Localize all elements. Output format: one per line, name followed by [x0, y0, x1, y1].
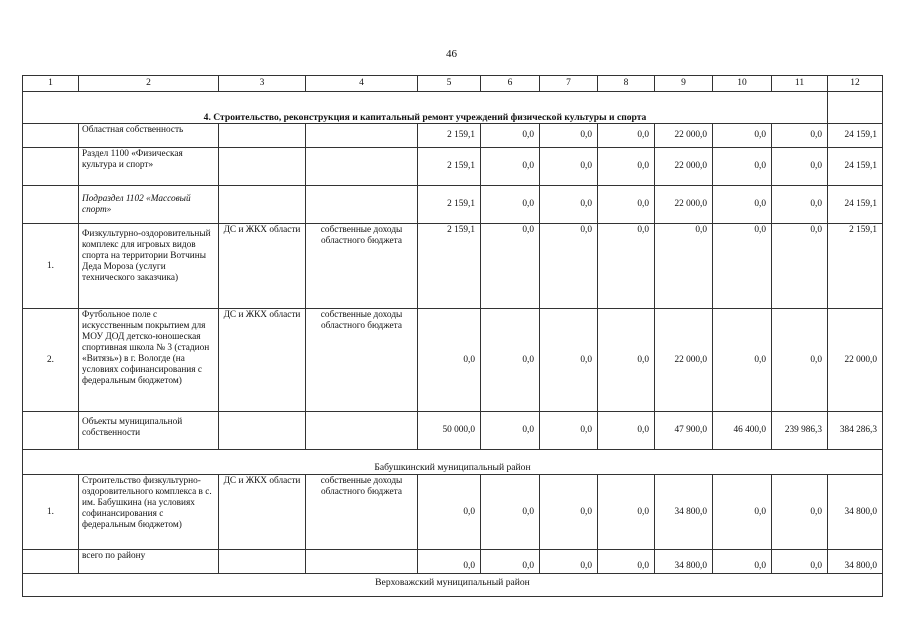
- value-cell: 46 400,0: [713, 412, 772, 450]
- table-row: [23, 224, 883, 309]
- table-cell: [219, 148, 306, 186]
- row-name: Областная собственность: [79, 124, 219, 148]
- value-cell: 0,0: [540, 309, 598, 412]
- funding-source-cell: собственные доходы областного бюджета: [306, 475, 418, 550]
- value-cell: 0,0: [540, 148, 598, 186]
- header-cell: 11: [772, 76, 828, 92]
- value-cell: 2 159,1: [828, 224, 883, 309]
- table-cell: [219, 412, 306, 450]
- header-cell: 6: [481, 76, 540, 92]
- table-cell: [23, 124, 79, 148]
- value-cell: 0,0: [481, 412, 540, 450]
- header-cell: 10: [713, 76, 772, 92]
- responsible-cell: ДС и ЖКХ области: [219, 224, 306, 309]
- table-cell: [306, 550, 418, 574]
- value-cell: 0,0: [598, 186, 655, 224]
- value-cell: 0,0: [540, 186, 598, 224]
- value-cell: 0,0: [481, 124, 540, 148]
- row-name: всего по району: [79, 550, 219, 574]
- value-cell: 0,0: [713, 186, 772, 224]
- table-cell: [306, 186, 418, 224]
- table-row: [23, 412, 883, 450]
- value-cell: 0,0: [598, 124, 655, 148]
- value-cell: 0,0: [598, 309, 655, 412]
- value-cell: 0,0: [713, 224, 772, 309]
- value-cell: 22 000,0: [655, 186, 713, 224]
- value-cell: 34 800,0: [828, 475, 883, 550]
- row-name: Строительство физкультурно-оздоровительного комплекса в с. им. Бабушкина (на условиях софинансирования с федеральным бюджетом): [79, 475, 219, 550]
- section-title-row: [23, 92, 883, 124]
- value-cell: 0,0: [598, 412, 655, 450]
- header-cell: 12: [828, 76, 883, 92]
- row-name: Объекты муниципальной собственности: [79, 412, 219, 450]
- table-cell: [219, 550, 306, 574]
- table-cell: [23, 550, 79, 574]
- header-cell: 5: [418, 76, 481, 92]
- budget-table: [22, 75, 883, 597]
- responsible-cell: ДС и ЖКХ области: [219, 475, 306, 550]
- value-cell: 0,0: [713, 309, 772, 412]
- row-name: Раздел 1100 «Физическая культура и спорт»: [79, 148, 219, 186]
- value-cell: 50 000,0: [418, 412, 481, 450]
- value-cell: 22 000,0: [655, 124, 713, 148]
- value-cell: 0,0: [540, 550, 598, 574]
- value-cell: 0,0: [418, 550, 481, 574]
- funding-source-cell: собственные доходы областного бюджета: [306, 224, 418, 309]
- table-cell: [219, 124, 306, 148]
- value-cell: 0,0: [481, 309, 540, 412]
- table-row: [23, 550, 883, 574]
- value-cell: 2 159,1: [418, 148, 481, 186]
- value-cell: 0,0: [598, 475, 655, 550]
- page-number: 46: [446, 48, 457, 60]
- header-cell: 4: [306, 76, 418, 92]
- row-name: Футбольное поле с искусственным покрытием для МОУ ДОД детско-юношеская спортивная школа № 3 (стадион «Витязь») в г. Вологде (на условиях софинансирования с федеральным бюджетом): [79, 309, 219, 412]
- row-number: 1.: [23, 224, 79, 309]
- funding-source-cell: собственные доходы областного бюджета: [306, 309, 418, 412]
- value-cell: 0,0: [598, 550, 655, 574]
- table-cell: [23, 148, 79, 186]
- table-cell: [23, 186, 79, 224]
- value-cell: 24 159,1: [828, 148, 883, 186]
- value-cell: 0,0: [772, 224, 828, 309]
- value-cell: 0,0: [418, 309, 481, 412]
- table-row: [23, 148, 883, 186]
- value-cell: 34 800,0: [655, 475, 713, 550]
- value-cell: 0,0: [598, 224, 655, 309]
- table-cell: [306, 412, 418, 450]
- value-cell: 47 900,0: [655, 412, 713, 450]
- value-cell: 22 000,0: [655, 148, 713, 186]
- value-cell: 2 159,1: [418, 224, 481, 309]
- table-row: [23, 186, 883, 224]
- value-cell: 0,0: [481, 550, 540, 574]
- value-cell: 0,0: [481, 148, 540, 186]
- row-name: Физкультурно-оздоровительный комплекс для игровых видов спорта на территории Вотчины Деда Мороза (услуги технического заказчика): [79, 224, 219, 309]
- value-cell: 0,0: [598, 148, 655, 186]
- responsible-cell: ДС и ЖКХ области: [219, 309, 306, 412]
- value-cell: 384 286,3: [828, 412, 883, 450]
- value-cell: 239 986,3: [772, 412, 828, 450]
- value-cell: 0,0: [772, 475, 828, 550]
- table-cell: [219, 186, 306, 224]
- value-cell: 0,0: [772, 148, 828, 186]
- header-cell: 9: [655, 76, 713, 92]
- table-row: [23, 475, 883, 550]
- value-cell: 0,0: [481, 475, 540, 550]
- value-cell: 2 159,1: [418, 124, 481, 148]
- value-cell: 0,0: [540, 412, 598, 450]
- header-cell: 8: [598, 76, 655, 92]
- value-cell: 34 800,0: [828, 550, 883, 574]
- row-name: Подраздел 1102 «Массовый спорт»: [79, 186, 219, 224]
- district-title: Бабушкинский муниципальный район: [23, 450, 883, 475]
- table-cell: [828, 92, 883, 124]
- table-cell: [306, 148, 418, 186]
- header-row: [23, 76, 883, 92]
- value-cell: 24 159,1: [828, 186, 883, 224]
- value-cell: 34 800,0: [655, 550, 713, 574]
- row-number: 1.: [23, 475, 79, 550]
- header-cell: 2: [79, 76, 219, 92]
- table-cell: [306, 124, 418, 148]
- value-cell: 0,0: [713, 550, 772, 574]
- value-cell: 0,0: [713, 148, 772, 186]
- value-cell: 0,0: [540, 124, 598, 148]
- value-cell: 0,0: [772, 124, 828, 148]
- value-cell: 0,0: [772, 309, 828, 412]
- value-cell: 0,0: [418, 475, 481, 550]
- value-cell: 22 000,0: [655, 309, 713, 412]
- district-title: Верховажский муниципальный район: [23, 574, 883, 597]
- district-row: [23, 574, 883, 597]
- value-cell: 22 000,0: [828, 309, 883, 412]
- value-cell: 0,0: [713, 475, 772, 550]
- row-number: 2.: [23, 309, 79, 412]
- table-cell: [23, 412, 79, 450]
- table-row: [23, 309, 883, 412]
- value-cell: 0,0: [713, 124, 772, 148]
- header-cell: 3: [219, 76, 306, 92]
- value-cell: 0,0: [481, 186, 540, 224]
- value-cell: 0,0: [655, 224, 713, 309]
- value-cell: 0,0: [540, 224, 598, 309]
- table-row: [23, 124, 883, 148]
- header-cell: 7: [540, 76, 598, 92]
- value-cell: 0,0: [540, 475, 598, 550]
- value-cell: 24 159,1: [828, 124, 883, 148]
- district-row: [23, 450, 883, 475]
- value-cell: 0,0: [481, 224, 540, 309]
- value-cell: 2 159,1: [418, 186, 481, 224]
- header-cell: 1: [23, 76, 79, 92]
- value-cell: 0,0: [772, 550, 828, 574]
- value-cell: 0,0: [772, 186, 828, 224]
- section-title: 4. Строительство, реконструкция и капитальный ремонт учреждений физической культуры и спорта: [23, 92, 828, 124]
